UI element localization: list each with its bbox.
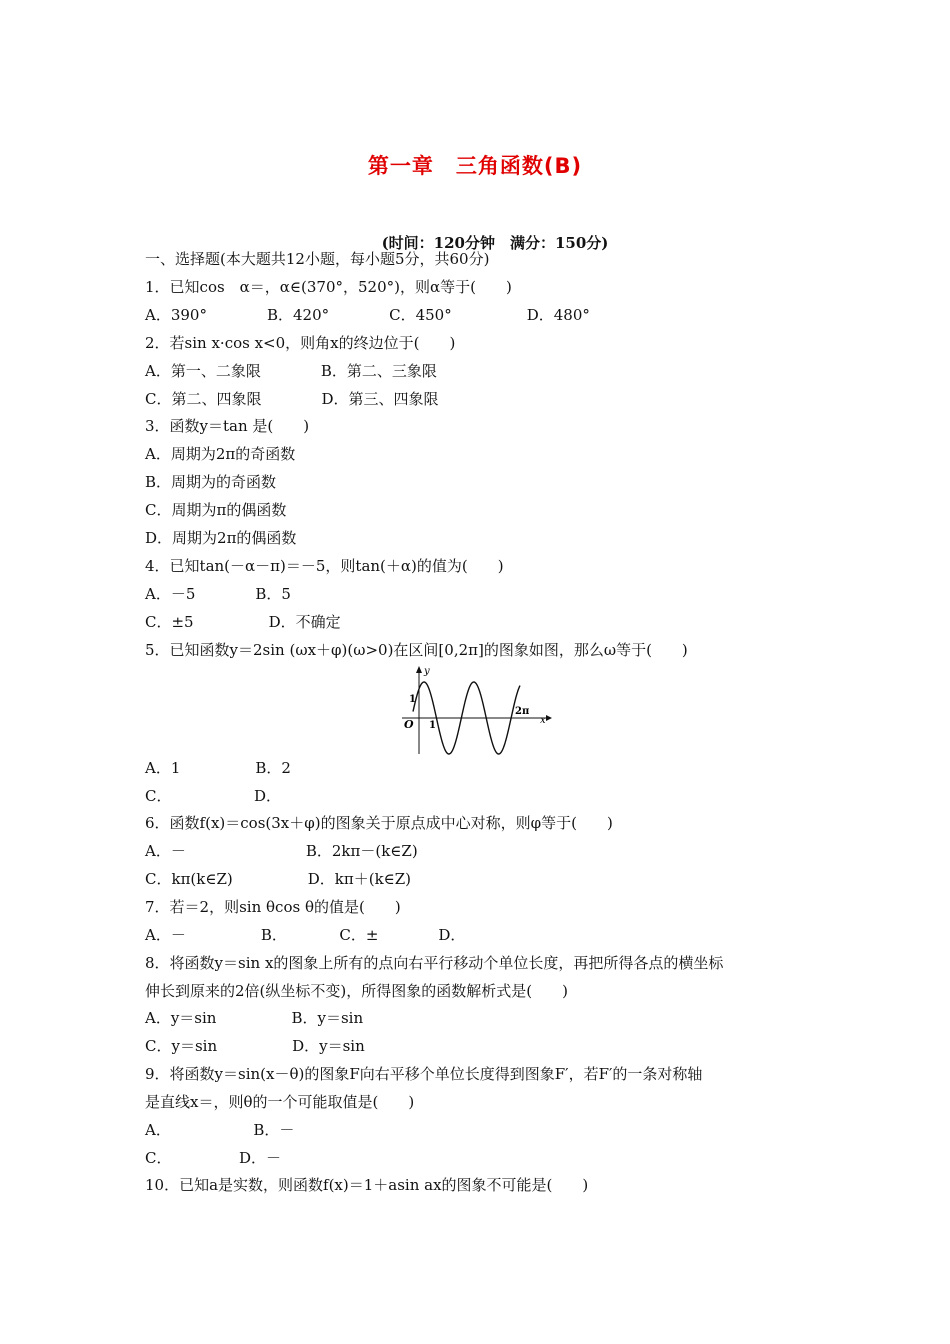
y-axis-label: y [424, 666, 430, 677]
y-axis-arrow [416, 666, 422, 673]
x-axis-label: x [540, 715, 546, 726]
question-4: 4．已知tan(－α－π)＝－5，则tan(＋α)的值为( ) [145, 557, 504, 575]
question-7-options: A．－ B． C．± D． [145, 926, 466, 944]
question-9-line-1: 9．将函数y＝sin(x－θ)的图象F向右平移个单位长度得到图象F′，若F′的一条对称轴 [145, 1065, 703, 1083]
page-title: 第一章 三角函数(B) [367, 154, 583, 178]
question-9-options-ab: A． B．－ [145, 1121, 295, 1139]
question-6-options-ab: A．－ B．2kπ－(k∈Z) [145, 842, 418, 860]
origin-label: O [404, 718, 414, 731]
question-4-options-ab: A．－5 B．5 [145, 585, 291, 603]
question-2-options-ab: A．第一、二象限 B．第二、三象限 [145, 362, 437, 380]
question-6-options-cd: C．kπ(k∈Z) D．kπ＋(k∈Z) [145, 870, 412, 888]
question-7: 7．若＝2，则sin θcos θ的值是( ) [145, 898, 401, 916]
question-4-options-cd: C．±5 D．不确定 [145, 613, 341, 631]
question-5-options-cd: C． D． [145, 787, 282, 805]
x-axis-arrow [546, 715, 552, 721]
question-8-line-2: 伸长到原来的2倍(纵坐标不变)，所得图象的函数解析式是( ) [145, 982, 568, 1000]
question-8-line-1: 8．将函数y＝sin x的图象上所有的点向右平行移动个单位长度，再把所得各点的横坐标 [145, 954, 724, 972]
question-3-option-c: C．周期为π的偶函数 [145, 501, 287, 519]
sine-graph-figure [396, 664, 552, 756]
question-10: 10．已知a是实数，则函数f(x)＝1＋asin ax的图象不可能是( ) [145, 1176, 589, 1194]
question-8-options-cd: C．y＝sin D．y＝sin [145, 1037, 365, 1055]
y-tick-label: 1 [409, 694, 416, 705]
section-heading: 一、选择题(本大题共12小题，每小题5分，共60分) [145, 250, 490, 268]
question-5-options-ab: A．1 B．2 [145, 759, 291, 777]
question-6: 6．函数f(x)＝cos(3x＋φ)的图象关于原点成中心对称，则φ等于( ) [145, 814, 613, 832]
question-1-options: A．390° B．420° C．450° D．480° [145, 306, 590, 324]
question-9-line-2: 是直线x＝，则θ的一个可能取值是( ) [145, 1093, 415, 1111]
question-3-option-b: B．周期为的奇函数 [145, 473, 277, 491]
x-tick-label: 1 [429, 720, 436, 731]
question-8-options-ab: A．y＝sin B．y＝sin [145, 1009, 364, 1027]
question-1: 1．已知cos α＝，α∈(370°，520°)，则α等于( ) [145, 278, 512, 296]
question-3-option-d: D．周期为2π的偶函数 [145, 529, 297, 547]
question-5: 5．已知函数y＝2sin (ωx＋φ)(ω>0)在区间[0,2π]的图象如图，那么ω等于( ) [145, 641, 688, 659]
question-3: 3．函数y＝tan 是( ) [145, 417, 310, 435]
exam-info: (时间：120分钟 满分：150分) [381, 234, 609, 252]
x-end-label: 2π [515, 706, 530, 717]
question-2: 2．若sin x·cos x<0，则角x的终边位于( ) [145, 334, 456, 352]
question-3-option-a: A．周期为2π的奇函数 [145, 445, 296, 463]
question-2-options-cd: C．第二、四象限 D．第三、四象限 [145, 390, 439, 408]
question-9-options-cd: C． D．－ [145, 1149, 282, 1167]
